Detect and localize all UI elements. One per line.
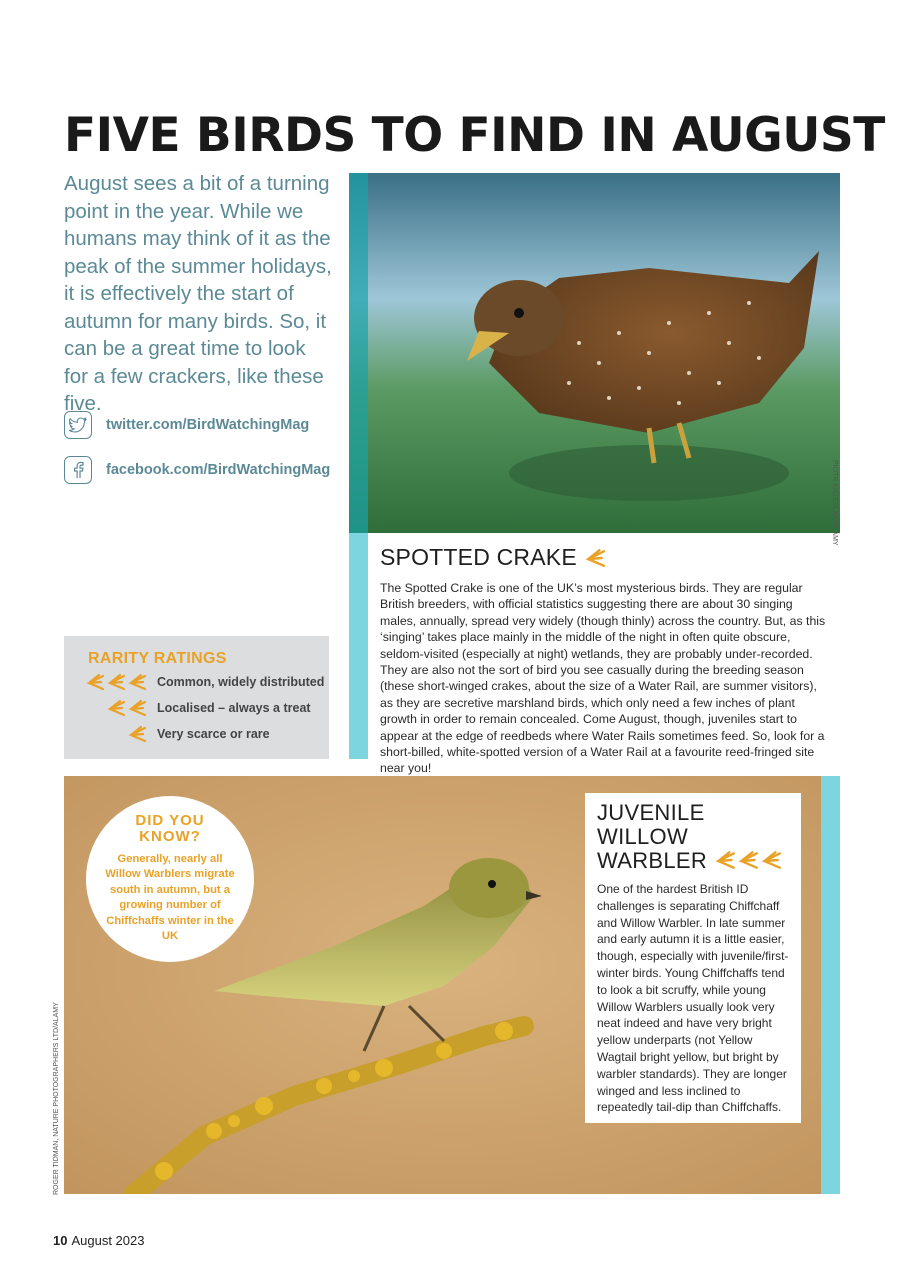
warbler-photo-credit: ROGER TIDMAN, NATURE PHOTOGRAPHERS LTD/ALAMY <box>53 1002 60 1195</box>
bird-foot-icon <box>127 699 147 717</box>
spotted-crake-photo <box>349 173 840 533</box>
did-you-know-bubble <box>86 796 254 962</box>
bird-foot-icon <box>106 673 126 691</box>
crake-photo-credit: PIOTR KRZESLAK/ALAMY <box>831 460 838 546</box>
twitter-link-text: twitter.com/BirdWatchingMag <box>106 417 310 433</box>
facebook-link-text: facebook.com/BirdWatchingMag <box>106 462 331 478</box>
did-you-know-title-text: DID YOU KNOW? <box>135 812 205 845</box>
rarity-arrows <box>85 673 147 691</box>
bird-foot-icon <box>106 699 126 717</box>
rarity-label: Localised – always a treat <box>157 701 311 715</box>
facebook-link[interactable] <box>64 456 330 484</box>
bird-foot-icon <box>127 725 147 743</box>
twitter-icon <box>64 411 92 439</box>
rarity-label: Common, widely distributed <box>157 675 325 689</box>
bird-foot-icon <box>127 673 147 691</box>
crake-body-text: The Spotted Crake is one of the UK’s most mysterious birds. They are regular British breeders, with official statistics suggesting there are about 30 singing males, annually, spread very widely (though thinly) across the country. But, as this ‘singing’ takes place mainly in the middle of the night in often quite obscure, seldom-visited (especially at night) wetlands, they are probably under-recorded. They are also not the sort of bird you see casually during the breeding season (these short-winged crakes, about the size of a Water Rail, are summer visitors), as they are secretive marshland birds, which only need a few inches of plant growth in order to remain concealed. Come August, though, juveniles start to appear at the edge of reedbeds where Water Rails sometimes feed. So, look for a short-billed, white-spotted version of a Water Rail at a favourite reed-fringed site near you! <box>380 581 826 776</box>
facebook-icon <box>64 456 92 484</box>
rarity-arrows <box>106 699 147 717</box>
rarity-row <box>64 699 329 721</box>
page-headline: FIVE BIRDS TO FIND IN AUGUST <box>64 108 885 163</box>
page-number: 10 <box>53 1233 68 1248</box>
bird-foot-icon <box>583 548 607 568</box>
twitter-link[interactable] <box>64 411 309 439</box>
warbler-title-text: JUVENILE WILLOW WARBLER <box>597 800 708 873</box>
rarity-title: RARITY RATINGS <box>88 650 227 667</box>
crake-title <box>380 544 607 571</box>
warbler-title <box>597 801 797 873</box>
crake-title-text: SPOTTED CRAKE <box>380 544 577 570</box>
warbler-accent-bar <box>821 776 840 1194</box>
rarity-label: Very scarce or rare <box>157 727 270 741</box>
intro-paragraph: August sees a bit of a turning point in the year. While we humans may think of it as the peak of the summer holidays, it is effectively the start of autumn for many birds. So, it can be a great time to look for a few crackers, like these five. <box>64 172 332 415</box>
page-folio <box>53 1233 144 1248</box>
bird-foot-icon <box>714 850 782 870</box>
rarity-row <box>64 725 329 747</box>
did-you-know-text: Generally, nearly all Willow Warblers migrate south in autumn, but a growing number of Chiffchaffs winter in the UK <box>105 853 235 943</box>
rarity-row <box>64 673 329 695</box>
rarity-arrows <box>127 725 147 743</box>
warbler-body-text: One of the hardest British ID challenges is separating Chiffchaff and Willow Warbler. In late summer and early autumn it is a little easier, though, especially with juvenile/first-winter birds. Young Chiffchaffs tend to look a bit scruffy, while young Willow Warblers usually look very neat indeed and have very bright yellow underparts (not Yellow Wagtail bright yellow, but bright by warbler standards). They are longer winged and less inclined to repeatedly tail-dip than Chiffchaffs. <box>597 882 789 1115</box>
did-you-know-title <box>86 813 254 845</box>
rarity-ratings-box <box>64 636 329 759</box>
issue-date: August 2023 <box>71 1233 145 1248</box>
warbler-text-box <box>585 793 801 1123</box>
bird-foot-icon <box>85 673 105 691</box>
